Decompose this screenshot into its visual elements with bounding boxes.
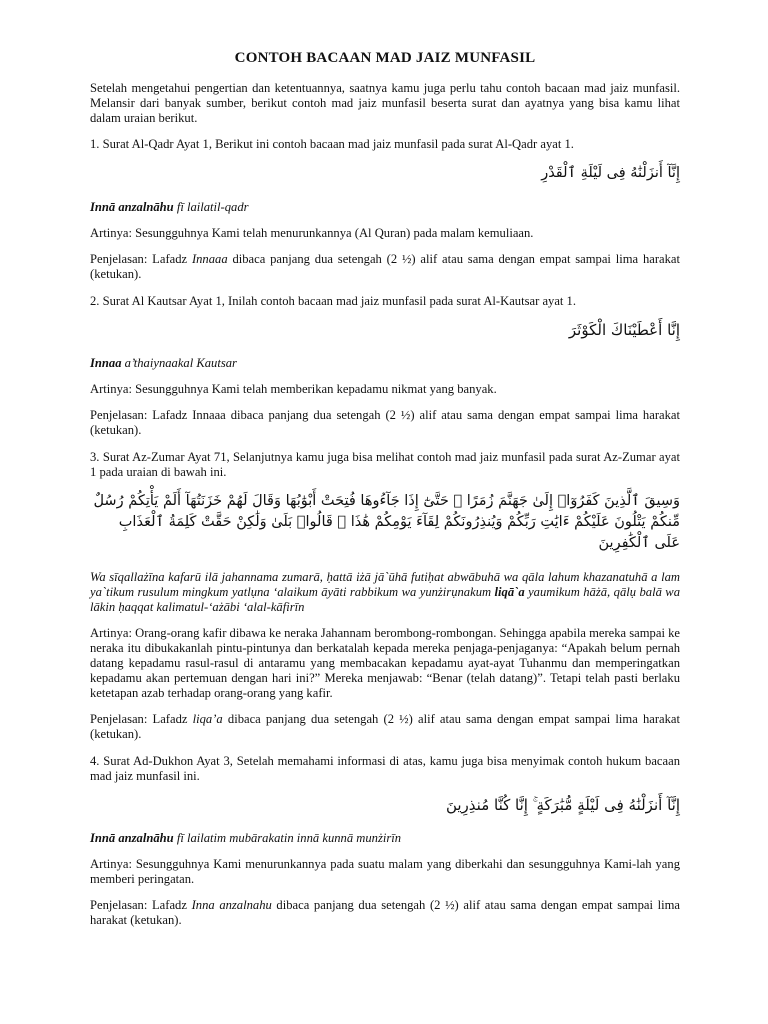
arabic-verse: إِنَّآ أَنزَلْنَٰهُ فِى لَيْلَةِ ٱلْقَدْرِ	[541, 165, 680, 181]
meaning: Artinya: Sesungguhnya Kami telah menurunkannya (Al Quran) pada malam kemuliaan.	[90, 226, 534, 240]
transliteration: Wa sīqallażīna kafarū ilā jahannama zumarā, ḥattā iżā jā`ūhā futiḥat abwābuhā wa qāla lahum khazanatuhā a lam ya`tikum rusulum mingkum yatlụna ‘alaikum āyāti rabbikum wa yunżirụnakum liqā`a yaumikum hāżā, qālụ balā wa lākin ḥaqqat kalimatul-‘ażābi ‘alal-kāfirīn	[90, 570, 680, 614]
meaning: Artinya: Orang-orang kafir dibawa ke neraka Jahannam berombong-rombongan. Sehingga apabila mereka sampai ke neraka itu dibukakanlah pintu-pintunya dan berkatalah kepada mereka penjaga-penjaganya: “Apakah belum pernah datang kepadamu rasul-rasul di antaramu yang membacakan kepadamu ayat-ayat Tuhanmu dan memperingatkan kepadamu akan pertemuan dengan hari ini?” Mereka menjawab: “Benar (telah datang)”. Tetapi telah pasti berlaku ketetapan azab terhadap orang-orang yang kafir.	[90, 626, 680, 700]
page-title: CONTOH BACAAN MAD JAIZ MUNFASIL	[234, 50, 536, 66]
explanation: Penjelasan: Lafadz liqa’a dibaca panjang dua setengah (2 ½) alif atau sama dengan empat sampai lima harakat (ketukan).	[90, 712, 681, 741]
explanation: Penjelasan: Lafadz Innaaa dibaca panjang dua setengah (2 ½) alif atau sama dengan empat sampai lima harakat (ketukan).	[90, 408, 680, 437]
section-heading: 1. Surat Al-Qadr Ayat 1, Berikut ini contoh bacaan mad jaiz munfasil pada surat Al-Qadr ayat 1.	[90, 137, 574, 151]
explanation: Penjelasan: Lafadz Innaaa dibaca panjang dua setengah (2 ½) alif atau sama dengan empat sampai lima harakat (ketukan).	[90, 252, 680, 281]
section-heading: 2. Surat Al Kautsar Ayat 1, Inilah contoh bacaan mad jaiz munfasil pada surat Al-Kautsar ayat 1.	[90, 294, 577, 308]
highlighted-word: Innaaa	[191, 252, 228, 266]
section-heading: 3. Surat Az-Zumar Ayat 71, Selanjutnya kamu juga bisa melihat contoh mad jaiz munfasil pada surat Az-Zumar ayat 1 pada uraian di bawah ini.	[90, 450, 680, 479]
arabic-verse: إِنَّا أَعْطَيْنَاكَ الْكَوْثَرَ	[568, 321, 680, 339]
section-al-qadr	[90, 137, 680, 282]
highlighted-word: Inna anzalnahu	[191, 898, 272, 912]
meaning: Artinya: Sesungguhnya Kami menurunkannya pada suatu malam yang diberkahi dan sesungguhnya Kami-lah yang memberi peringatan.	[90, 857, 680, 886]
transliteration: Innā anzalnāhu fī lailatil-qadr	[90, 200, 249, 214]
transliteration: Innaa a’thaiynaakal Kautsar	[90, 356, 237, 370]
intro-paragraph: Setelah mengetahui pengertian dan ketentuannya, saatnya kamu juga perlu tahu contoh bacaan mad jaiz munfasil. Melansir dari banyak sumber, berikut contoh mad jaiz munfasil beserta surat dan ayatnya yang bisa kamu lihat dalam uraian berikut.	[90, 81, 680, 125]
section-heading: 4. Surat Ad-Dukhon Ayat 3, Setelah memahami informasi di atas, kamu juga bisa menyimak contoh hukum bacaan mad jaiz munfasil ini.	[90, 754, 680, 783]
transliteration: Innā anzalnāhu fī lailatim mubārakatin innā kunnā munżirīn	[90, 831, 402, 845]
arabic-verse: وَسِيقَ ٱلَّذِينَ كَفَرُوٓا۟ إِلَىٰ جَهَنَّمَ زُمَرًا ۖ حَتَّىٰٓ إِذَا جَآءُوهَا فُتِحَتْ أَبْوَٰبُهَا وَقَالَ لَهُمْ خَزَنَتُهَآ أَلَمْ يَأْتِكُمْ رُسُلٌ مِّنكُمْ يَتْلُونَ عَلَيْكُمْ ءَايَٰتِ رَبِّكُمْ وَيُنذِرُونَكُمْ لِقَآءَ يَوْمِكُمْ هَٰذَا ۚ قَالُوا۟ بَلَىٰ وَلَٰكِنْ حَقَّتْ كَلِمَةُ ٱلْعَذَابِ عَلَى ٱلْكَٰفِرِينَ	[93, 493, 680, 551]
transliteration-highlight: Innā anzalnāhu	[90, 831, 174, 845]
transliteration-highlight: liqā`a	[494, 585, 525, 599]
explanation: Penjelasan: Lafadz Inna anzalnahu dibaca panjang dua setengah (2 ½) alif atau sama dengan empat sampai lima harakat (ketukan).	[90, 898, 681, 927]
section-al-kautsar	[90, 294, 680, 438]
arabic-verse: إِنَّآ أَنزَلْنَٰهُ فِى لَيْلَةٍ مُّبَٰرَكَةٍ ۚ إِنَّا كُنَّا مُنذِرِينَ	[445, 796, 680, 814]
meaning: Artinya: Sesungguhnya Kami telah memberikan kepadamu nikmat yang banyak.	[90, 382, 497, 396]
section-ad-dukhon	[90, 754, 680, 928]
highlighted-word: liqa’a	[192, 712, 223, 726]
transliteration-highlight: Innā anzalnāhu	[90, 200, 174, 214]
transliteration-highlight: Innaa	[90, 356, 122, 370]
section-az-zumar	[90, 450, 680, 742]
